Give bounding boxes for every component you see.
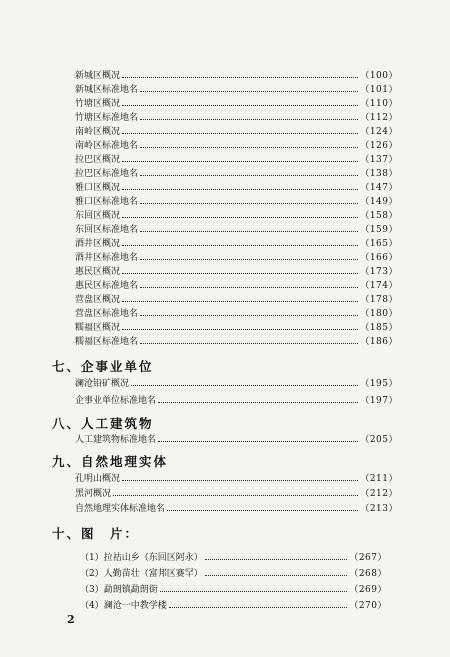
leader-dots — [140, 119, 358, 120]
toc-entry-page: （137） — [360, 155, 398, 165]
toc-entry[interactable] — [75, 336, 398, 349]
toc-entry[interactable] — [75, 140, 398, 153]
toc-entry-page: （165） — [360, 239, 398, 249]
toc-entry-page: （213） — [360, 504, 398, 514]
section-heading: 十、图 片： — [52, 526, 140, 541]
leader-dots — [122, 189, 358, 190]
toc-entry[interactable] — [75, 252, 398, 265]
toc-entry[interactable] — [75, 182, 398, 195]
leader-dots — [140, 147, 358, 148]
toc-entry-label: 南岭区概况 — [75, 127, 121, 137]
leader-dots — [122, 301, 358, 302]
leader-dots — [122, 105, 358, 106]
toc-entry-page: （100） — [360, 71, 398, 81]
toc-entry-label: 雅口区标准地名 — [75, 197, 139, 207]
toc-entry-page: （270） — [349, 601, 387, 611]
toc-entry-label: 新城区概况 — [75, 71, 121, 81]
toc-entry-label: 竹塘区概况 — [75, 99, 121, 109]
section-heading: 七、企事业单位 — [52, 359, 154, 374]
toc-entry-page: （112） — [360, 113, 398, 123]
toc-entry-page: （173） — [360, 267, 398, 277]
toc-entry[interactable] — [80, 600, 387, 613]
toc-entry[interactable] — [75, 378, 398, 391]
toc-entry[interactable] — [75, 473, 398, 486]
toc-entry-label: 人工建筑物标准地名 — [75, 435, 157, 445]
toc-entry[interactable] — [75, 168, 398, 181]
toc-entry-page: （211） — [360, 474, 398, 484]
leader-dots — [113, 495, 358, 496]
toc-entry-page: （174） — [360, 281, 398, 291]
toc-entry-page: （159） — [360, 225, 398, 235]
toc-entry-page: （180） — [360, 309, 398, 319]
toc-entry-page: （126） — [360, 141, 398, 151]
toc-entry-label: （2）人勤苗壮（富邦区赛罕） — [80, 569, 203, 579]
toc-entry-label: 惠民区标准地名 — [75, 281, 139, 291]
toc-entry-label: 黑河概况 — [75, 489, 112, 499]
section-heading: 九、自然地理实体 — [52, 454, 169, 469]
leader-dots — [140, 231, 358, 232]
toc-entry-label: 拉巴区概况 — [75, 155, 121, 165]
toc-entry-label: 孔明山概况 — [75, 474, 121, 484]
toc-entry-label: 企事业单位标准地名 — [75, 396, 157, 406]
leader-dots — [122, 77, 358, 78]
toc-entry[interactable] — [75, 70, 398, 83]
leader-dots — [122, 245, 358, 246]
toc-entry-label: （4）澜沧一中教学楼 — [80, 601, 167, 611]
toc-entry-label: 雅口区概况 — [75, 183, 121, 193]
toc-entry[interactable] — [75, 434, 398, 447]
toc-entry[interactable] — [75, 126, 398, 139]
toc-entry-label: 酒井区标准地名 — [75, 253, 139, 263]
toc-entry-label: 拉巴区标准地名 — [75, 169, 139, 179]
toc-entry[interactable] — [75, 488, 398, 501]
toc-entry-label: 营盘区概况 — [75, 295, 121, 305]
leader-dots — [122, 133, 358, 134]
toc-entry-page: （195） — [360, 379, 398, 389]
toc-entry-page: （186） — [360, 337, 398, 347]
toc-entry-page: （147） — [360, 183, 398, 193]
toc-entry[interactable] — [75, 395, 398, 408]
toc-entry[interactable] — [75, 224, 398, 237]
leader-dots — [158, 441, 358, 442]
toc-entry[interactable] — [75, 503, 398, 516]
toc-entry-page: （269） — [349, 585, 387, 595]
toc-entry-label: 竹塘区标准地名 — [75, 113, 139, 123]
leader-dots — [158, 402, 358, 403]
toc-entry-page: （158） — [360, 211, 398, 221]
toc-entry-label: 新城区标准地名 — [75, 85, 139, 95]
toc-entry-label: （1）拉祜山乡（东回区阿永） — [80, 553, 203, 563]
toc-entry[interactable] — [80, 552, 387, 565]
leader-dots — [140, 343, 358, 344]
leader-dots — [205, 575, 348, 576]
leader-dots — [122, 273, 358, 274]
toc-entry[interactable] — [80, 584, 387, 597]
leader-dots — [140, 91, 358, 92]
toc-entry[interactable] — [75, 322, 398, 335]
toc-entry-label: 营盘区标准地名 — [75, 309, 139, 319]
toc-entry-label: 澜沧铅矿概况 — [75, 379, 130, 389]
toc-entry[interactable] — [75, 154, 398, 167]
toc-entry[interactable] — [75, 112, 398, 125]
toc-entry-page: （124） — [360, 127, 398, 137]
leader-dots — [140, 175, 358, 176]
leader-dots — [131, 385, 358, 386]
leader-dots — [140, 315, 358, 316]
toc-entry-label: 糯福区概况 — [75, 323, 121, 333]
toc-entry-page: （185） — [360, 323, 398, 333]
section-heading: 八、人工建筑物 — [52, 416, 154, 431]
leader-dots — [167, 510, 358, 511]
leader-dots — [160, 591, 348, 592]
toc-entry-label: 惠民区概况 — [75, 267, 121, 277]
toc-entry-page: （149） — [360, 197, 398, 207]
toc-entry-page: （205） — [360, 435, 398, 445]
toc-entry-label: （3）勐朗镇勐朗街 — [80, 585, 158, 595]
leader-dots — [205, 559, 348, 560]
toc-entry[interactable] — [75, 238, 398, 251]
toc-entry-page: （267） — [349, 553, 387, 563]
toc-entry[interactable] — [75, 294, 398, 307]
leader-dots — [122, 217, 358, 218]
leader-dots — [140, 203, 358, 204]
leader-dots — [122, 161, 358, 162]
page-number: 2 — [67, 613, 75, 626]
leader-dots — [169, 607, 348, 608]
toc-entry[interactable] — [75, 266, 398, 279]
toc-entry[interactable] — [75, 98, 398, 111]
toc-entry-page: （166） — [360, 253, 398, 263]
leader-dots — [122, 480, 358, 481]
toc-entry-label: 酒井区概况 — [75, 239, 121, 249]
toc-entry-page: （178） — [360, 295, 398, 305]
toc-entry-label: 自然地理实体标准地名 — [75, 504, 166, 514]
toc-entry[interactable] — [75, 196, 398, 209]
leader-dots — [140, 259, 358, 260]
toc-entry-page: （101） — [360, 85, 398, 95]
toc-entry-label: 糯福区标准地名 — [75, 337, 139, 347]
toc-entry-page: （268） — [349, 569, 387, 579]
toc-entry-label: 东回区标准地名 — [75, 225, 139, 235]
toc-entry[interactable] — [80, 568, 387, 581]
toc-entry[interactable] — [75, 280, 398, 293]
toc-entry-label: 南岭区标准地名 — [75, 141, 139, 151]
toc-entry[interactable] — [75, 210, 398, 223]
leader-dots — [122, 329, 358, 330]
toc-entry-page: （110） — [360, 99, 398, 109]
toc-entry[interactable] — [75, 84, 398, 97]
leader-dots — [140, 287, 358, 288]
toc-entry-page: （197） — [360, 396, 398, 406]
toc-entry[interactable] — [75, 308, 398, 321]
toc-entry-page: （212） — [360, 489, 398, 499]
toc-entry-label: 东回区概况 — [75, 211, 121, 221]
toc-entry-page: （138） — [360, 169, 398, 179]
